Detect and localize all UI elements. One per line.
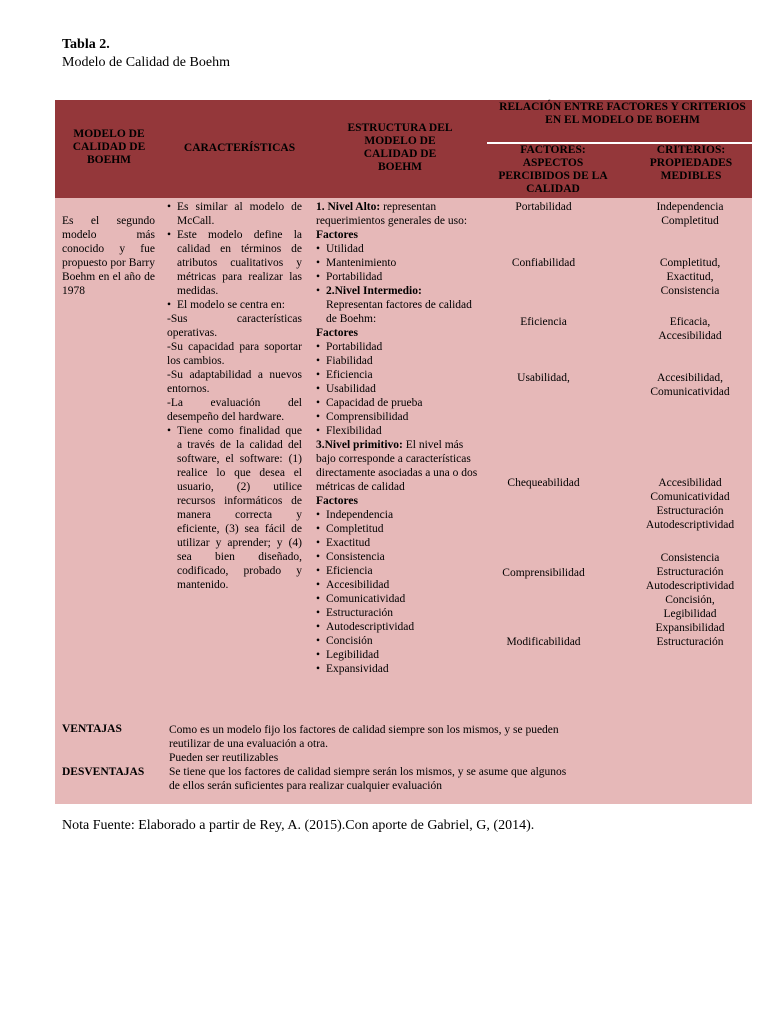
high-level-list xyxy=(316,242,484,284)
advantages-text: Como es un modelo fijo los factores de calidad siempre son los mismos, y se pueden reutilizar de una evaluación a otra. Pueden ser reutilizables xyxy=(169,724,559,764)
factor-list-item: • Comprensibilidad xyxy=(316,410,484,424)
factor-list-item: • Concisión xyxy=(316,634,484,648)
criteria-cell: Accesibilidad, Comunicatividad xyxy=(650,372,730,398)
criteria-cell: Accesibilidad Comunicatividad Estructuración Autodescriptividad xyxy=(645,477,735,531)
level-high-text: representan requerimientos generales de uso: xyxy=(316,201,468,227)
level-prim-text: El nivel más bajo corresponde a características directamente asociadas a una o dos métricas de calidad xyxy=(316,439,478,493)
factor-list-item: • Consistencia xyxy=(316,550,484,564)
factor-list-item: • Utilidad xyxy=(316,242,484,256)
factor-list-item: • Completitud xyxy=(316,522,484,536)
factores-label: Factores xyxy=(316,495,358,507)
header-divider xyxy=(487,142,752,144)
table-caption-subtitle: Modelo de Calidad de Boehm xyxy=(62,55,230,70)
factores-label: Factores xyxy=(316,327,358,339)
factor-list-item: • Estructuración xyxy=(316,606,484,620)
disadvantages-text: Se tiene que los factores de calidad siempre serán los mismos, y se asume que algunos de ellos serán suficientes para realizar cualquier evaluación xyxy=(169,766,567,792)
factor-list-item: • Portabilidad xyxy=(316,340,484,354)
characteristic-sub: -La evaluación del desempeño del hardware. xyxy=(167,397,302,423)
characteristic-item: • Tiene como finalidad que a través de la calidad del software, el software: (1) realice lo que desea el usuario, (2) utilice recursos informáticos de manera correcta y eficiente, (3) sea fácil de utilizar y aprender; y (4) sea bien diseñado, codificado, probado y mantenido. xyxy=(167,424,302,592)
characteristic-item: • Es similar al modelo de McCall. xyxy=(167,200,302,228)
characteristic-sub: -Su adaptabilidad a nuevos entornos. xyxy=(167,369,302,395)
factor-list-item: • Expansividad xyxy=(316,662,484,676)
level-mid-label: 2.Nivel Intermedio: xyxy=(326,285,422,297)
factor-cell: Chequeabilidad xyxy=(507,477,580,489)
factor-list-item: • Flexibilidad xyxy=(316,424,484,438)
factor-list-item: • Eficiencia xyxy=(316,564,484,578)
factor-cell: Portabilidad xyxy=(515,201,572,213)
factor-list-item: • Comunicatividad xyxy=(316,592,484,606)
level-prim-label: 3.Nivel primitivo: xyxy=(316,439,403,451)
level-high-label: 1. Nivel Alto: xyxy=(316,201,381,213)
factor-list-item: • Legibilidad xyxy=(316,648,484,662)
factor-cell: Usabilidad, xyxy=(517,372,570,384)
characteristic-sub: -Sus características operativas. xyxy=(167,313,302,339)
factor-list-item: • Capacidad de prueba xyxy=(316,396,484,410)
criteria-cell: Independencia Completitud xyxy=(656,201,724,227)
header-structure: ESTRUCTURA DEL MODELO DE CALIDAD DE BOEHM xyxy=(347,122,453,173)
header-factors: FACTORES: ASPECTOS PERCIBIDOS DE LA CALIDAD xyxy=(498,144,608,195)
criteria-cell: Estructuración xyxy=(656,636,724,648)
criteria-cell: Completitud, Exactitud, Consistencia xyxy=(659,257,721,297)
factor-list-item: • Fiabilidad xyxy=(316,354,484,368)
level-mid-text: Representan factores de calidad de Boehm: xyxy=(326,299,472,325)
factor-list-item: • Independencia xyxy=(316,508,484,522)
header-characteristics: CARACTERÍSTICAS xyxy=(183,142,296,154)
header-criteria: CRITERIOS: PROPIEDADES MEDIBLES xyxy=(649,144,733,182)
factor-cell: Comprensibilidad xyxy=(502,567,585,579)
factor-list-item: • Usabilidad xyxy=(316,382,484,396)
table-caption-title: Tabla 2. xyxy=(62,37,110,52)
factor-list-item: • Portabilidad xyxy=(316,270,484,284)
table-header xyxy=(55,100,752,198)
characteristics-cell xyxy=(167,200,302,592)
factor-list-item: • Mantenimiento xyxy=(316,256,484,270)
factores-label: Factores xyxy=(316,229,358,241)
factor-list-item: • Exactitud xyxy=(316,536,484,550)
model-description: Es el segundo modelo más conocido y fue propuesto por Barry Boehm en el año de 1978 xyxy=(62,215,155,297)
advantages-label: VENTAJAS xyxy=(62,723,122,735)
factor-cell: Confiabilidad xyxy=(511,257,576,269)
characteristic-item: • El modelo se centra en: xyxy=(167,298,302,312)
criteria-cell: Consistencia Estructuración Autodescriptividad Concisión, Legibilidad Expansibilidad xyxy=(645,552,735,634)
factor-list-item: • Eficiencia xyxy=(316,368,484,382)
factor-cell: Modificabilidad xyxy=(506,636,581,648)
structure-cell xyxy=(316,200,484,676)
header-model: MODELO DE CALIDAD DE BOEHM xyxy=(72,128,146,166)
source-note: Nota Fuente: Elaborado a partir de Rey, A. (2015).Con aporte de Gabriel, G, (2014). xyxy=(62,818,535,833)
factor-cell: Eficiencia xyxy=(520,316,567,328)
mid-level-list xyxy=(316,340,484,438)
factor-list-item: • Accesibilidad xyxy=(316,578,484,592)
criteria-cell: Eficacia, Accesibilidad xyxy=(658,316,722,342)
primitive-level-list xyxy=(316,508,484,676)
header-relation: RELACIÓN ENTRE FACTORES Y CRITERIOS EN EL MODELO DE BOEHM xyxy=(499,101,746,126)
characteristic-sub: -Su capacidad para soportar los cambios. xyxy=(167,341,302,367)
characteristic-item: • Este modelo define la calidad en términos de atributos cualitativos y métricas para realizar las medidas. xyxy=(167,228,302,298)
disadvantages-label: DESVENTAJAS xyxy=(62,766,145,778)
factor-list-item: • Autodescriptividad xyxy=(316,620,484,634)
